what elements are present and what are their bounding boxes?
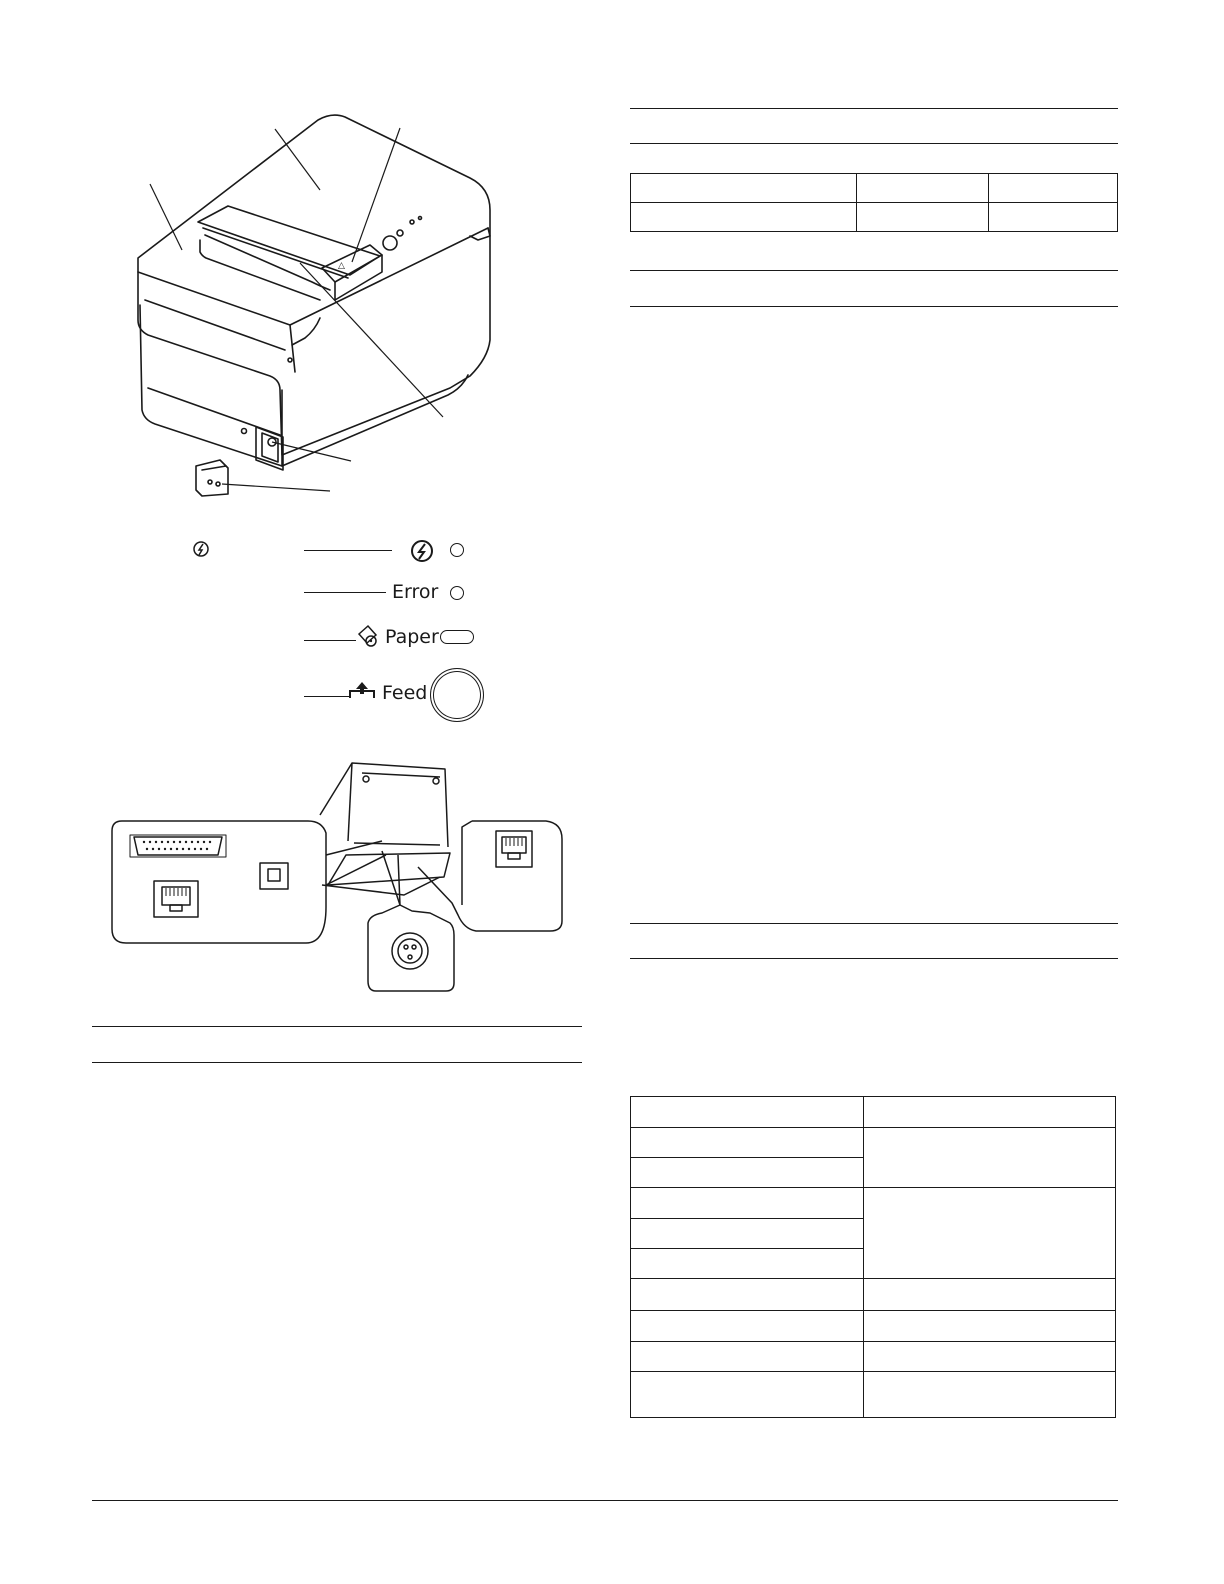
control-panel bbox=[190, 530, 510, 730]
table-cell bbox=[631, 1372, 864, 1418]
error-label: Error bbox=[392, 581, 439, 603]
spec-table-large bbox=[630, 1096, 1116, 1418]
table-row bbox=[631, 1311, 1116, 1342]
error-leader-line bbox=[304, 592, 386, 593]
table-row bbox=[631, 1342, 1116, 1372]
power-leader-line bbox=[304, 550, 392, 551]
left-section-rule-bottom bbox=[92, 1062, 582, 1063]
right-section-3-rule-bottom bbox=[630, 958, 1118, 959]
paper-led bbox=[440, 630, 474, 644]
table-cell bbox=[864, 1128, 1116, 1188]
power-indicator-icon bbox=[410, 539, 434, 563]
table-cell bbox=[864, 1311, 1116, 1342]
right-section-1-rule-bottom bbox=[630, 143, 1118, 144]
table-cell bbox=[631, 1158, 864, 1188]
table-cell bbox=[857, 174, 989, 203]
right-section-2-rule-bottom bbox=[630, 306, 1118, 307]
table-cell bbox=[631, 203, 857, 232]
table-row bbox=[631, 174, 1118, 203]
feed-leader-line bbox=[304, 696, 350, 697]
table-cell bbox=[631, 1188, 864, 1219]
footer-rule bbox=[92, 1500, 1118, 1501]
table-cell bbox=[631, 1342, 864, 1372]
paper-label: Paper bbox=[385, 626, 439, 648]
printer-rear-illustration bbox=[100, 755, 580, 995]
table-cell bbox=[989, 174, 1118, 203]
table-cell bbox=[631, 1097, 864, 1128]
table-cell bbox=[857, 203, 989, 232]
table-cell bbox=[631, 1249, 864, 1279]
svg-text:△: △ bbox=[338, 261, 345, 271]
table-cell bbox=[631, 174, 857, 203]
table-row bbox=[631, 1097, 1116, 1128]
table-cell bbox=[631, 1279, 864, 1311]
table-cell bbox=[989, 203, 1118, 232]
table-row bbox=[631, 1188, 1116, 1219]
error-led bbox=[450, 586, 464, 600]
feed-button[interactable] bbox=[430, 668, 484, 722]
spec-table-small bbox=[630, 173, 1118, 232]
table-cell bbox=[864, 1372, 1116, 1418]
table-cell bbox=[631, 1311, 864, 1342]
paper-leader-line bbox=[304, 640, 356, 641]
right-section-3-rule-top bbox=[630, 923, 1118, 924]
table-cell bbox=[631, 1219, 864, 1249]
table-row bbox=[631, 203, 1118, 232]
feed-icon bbox=[348, 680, 376, 700]
left-section-rule-top bbox=[92, 1026, 582, 1027]
table-cell bbox=[864, 1342, 1116, 1372]
right-section-2-rule-top bbox=[630, 270, 1118, 271]
table-cell bbox=[864, 1097, 1116, 1128]
table-row bbox=[631, 1279, 1116, 1311]
paper-roll-icon bbox=[356, 624, 380, 650]
table-row bbox=[631, 1128, 1116, 1158]
power-icon bbox=[192, 540, 210, 558]
table-cell bbox=[864, 1188, 1116, 1279]
table-row bbox=[631, 1372, 1116, 1418]
table-cell bbox=[864, 1279, 1116, 1311]
right-section-1-rule-top bbox=[630, 108, 1118, 109]
table-cell bbox=[631, 1128, 864, 1158]
feed-label: Feed bbox=[382, 682, 428, 704]
printer-front-illustration bbox=[0, 0, 620, 520]
power-led bbox=[450, 543, 464, 557]
